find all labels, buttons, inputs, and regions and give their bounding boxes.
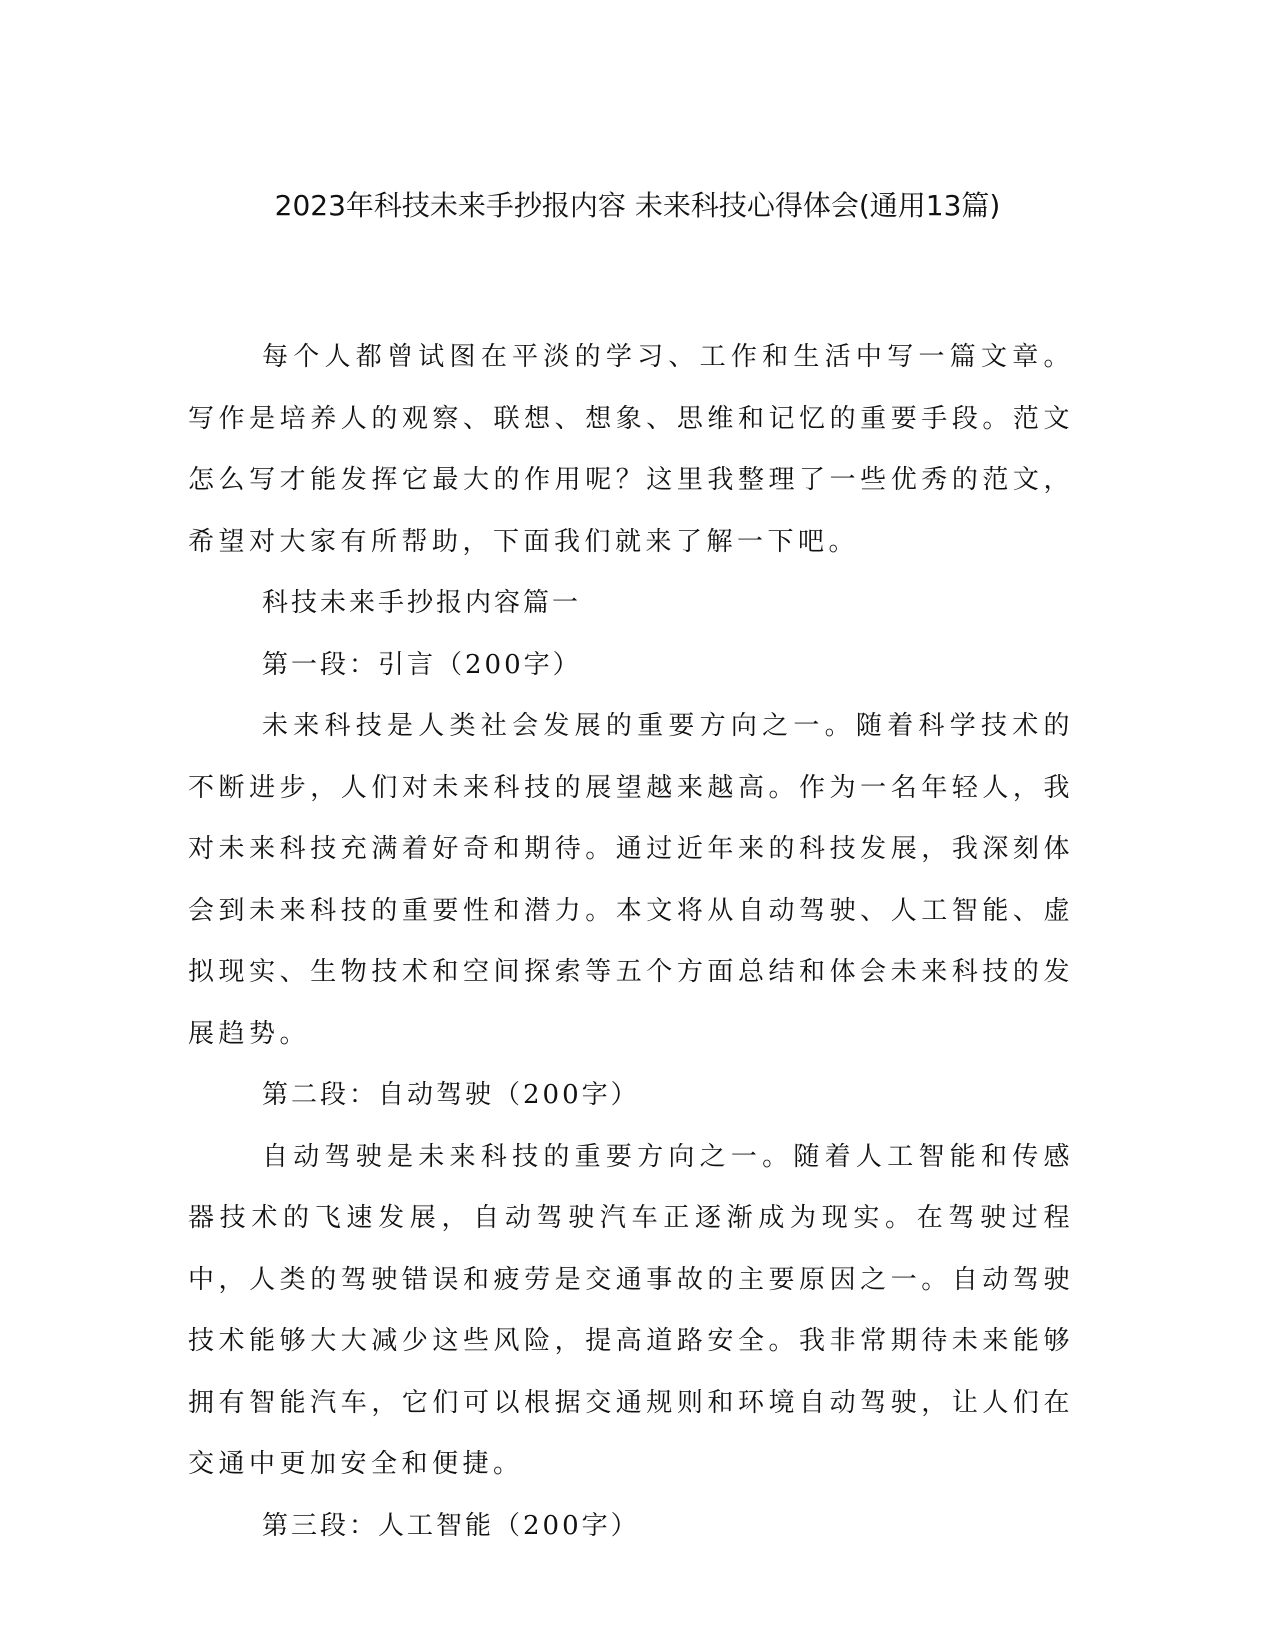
part3-heading: 第三段：人工智能（200字） [262,1510,640,1541]
part1-heading: 第一段：引言（200字） [262,649,582,680]
part2-heading: 第二段：自动驾驶（200字） [262,1080,640,1110]
intro-paragraph: 每个人都曾试图在平淡的学习、工作和生活中写一篇文章。写作是培养人的观察、联想、想象、思维和记忆的重要手段。范文怎么写才能发挥它最大的作用呢？这里我整理了一些优秀的范文，希望对大家有所帮助，下面我们就来了解一下吧。 [188,342,1074,557]
part2-paragraph: 自动驾驶是未来科技的重要方向之一。随着人工智能和传感器技术的飞速发展，自动驾驶汽车正逐渐成为现实。在驾驶过程中，人类的驾驶错误和疲劳是交通事故的主要原因之一。自动驾驶技术能够大大减少这些风险，提高道路安全。我非常期待未来能够拥有智能汽车，它们可以根据交通规则和环境自动驾驶，让人们在交通中更加安全和便捷。 [188,1141,1074,1479]
document-body [188,327,1074,1557]
part1-paragraph: 未来科技是人类社会发展的重要方向之一。随着科学技术的不断进步，人们对未来科技的展望越来越高。作为一名年轻人，我对未来科技充满着好奇和期待。通过近年来的科技发展，我深刻体会到未来科技的重要性和潜力。本文将从自动驾驶、人工智能、虚拟现实、生物技术和空间探索等五个方面总结和体会未来科技的发展趋势。 [188,711,1074,1049]
section-title: 科技未来手抄报内容篇一 [262,588,582,618]
document-title: 2023年科技未来手抄报内容 未来科技心得体会(通用13篇) [274,189,1001,222]
